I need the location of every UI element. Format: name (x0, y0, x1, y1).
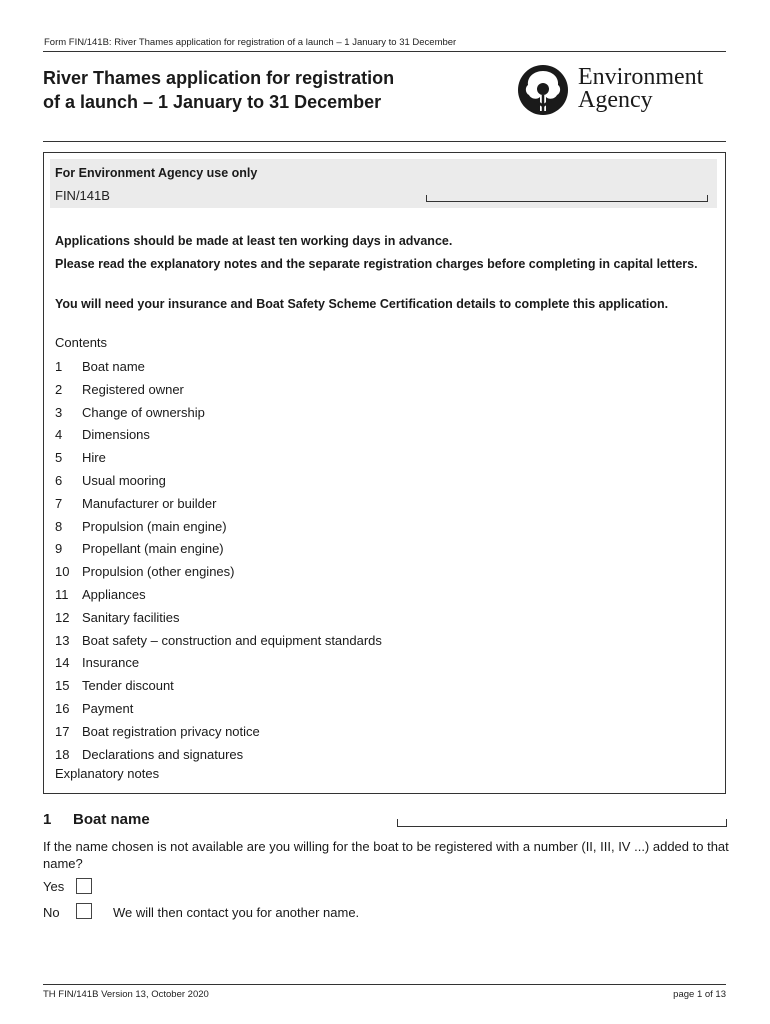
running-head: Form FIN/141B: River Thames application for registration of a launch – 1 January to 31 December (44, 37, 457, 48)
contents-item (55, 516, 695, 539)
no-checkbox[interactable] (76, 903, 92, 919)
contents-item (55, 470, 695, 493)
contents-item-number: 14 (55, 655, 70, 671)
logo-wordmark (578, 66, 703, 112)
note-read-explanatory: Please read the explanatory notes and the separate registration charges before completing in capital letters. (55, 257, 698, 271)
contents-item-label: Propellant (main engine) (82, 541, 224, 557)
contents-item-label: Boat name (82, 359, 145, 374)
contents-item-label: Boat safety – construction and equipment standards (82, 632, 382, 648)
office-use-title: For Environment Agency use only (55, 166, 258, 180)
contents-item-number: 15 (55, 678, 70, 694)
name-availability-question: If the name chosen is not available are you willing for the boat to be registered with a number (II, III, IV ...) added to that name? (43, 839, 729, 871)
boat-name-field[interactable] (397, 819, 727, 827)
contents-explanatory-notes: Explanatory notes (55, 766, 160, 781)
contents-item-number: 1 (55, 359, 63, 374)
contents-item-label: Hire (82, 450, 106, 466)
contents-item-label: Manufacturer or builder (82, 495, 217, 511)
contents-list (55, 356, 695, 766)
footer-divider (43, 984, 726, 985)
page-title (43, 66, 423, 114)
contents-item (55, 402, 695, 425)
contents-item-label: Propulsion (other engines) (82, 564, 235, 580)
contents-item-number: 18 (55, 746, 70, 762)
section-number: 1 (43, 811, 52, 828)
contents-item (55, 561, 695, 584)
contents-item-label: Propulsion (main engine) (82, 518, 227, 534)
contents-item-label: Insurance (82, 655, 140, 671)
contents-item (55, 584, 695, 607)
contents-item-label: Dimensions (82, 427, 150, 443)
contents-item-number: 10 (55, 564, 70, 580)
contents-item-label: Appliances (82, 586, 146, 602)
contents-item (55, 379, 695, 402)
contents-item (55, 538, 695, 561)
contents-item-label: Usual mooring (82, 472, 166, 488)
page-title-line-1: River Thames application for registration (43, 68, 395, 88)
yes-checkbox[interactable] (76, 878, 92, 894)
tree-icon (518, 65, 568, 115)
contents-item-label: Declarations and signatures (82, 746, 244, 762)
title-divider (43, 141, 726, 142)
contents-item-number: 12 (55, 609, 70, 625)
contents-item-number: 4 (55, 427, 63, 443)
contents-item (55, 652, 695, 675)
contents-item (55, 630, 695, 653)
contents-item (55, 356, 695, 379)
contents-item-number: 8 (55, 518, 63, 534)
header-divider (43, 51, 726, 52)
contents-item (55, 675, 695, 698)
contents-item-label: Payment (82, 700, 134, 716)
contents-item (55, 744, 695, 767)
no-label: No (43, 905, 60, 920)
contents-item-number: 7 (55, 495, 63, 511)
contents-item-number: 2 (55, 381, 63, 397)
contents-item (55, 607, 695, 630)
contents-item-label: Boat registration privacy notice (82, 723, 260, 739)
office-use-field[interactable] (426, 195, 708, 202)
office-use-code: FIN/141B (55, 188, 110, 203)
contents-item-label: Change of ownership (82, 404, 205, 420)
contents-heading: Contents (55, 335, 108, 350)
footer-version: TH FIN/141B Version 13, October 2020 (43, 989, 209, 1000)
contents-item-number: 16 (55, 700, 70, 716)
contents-item-number: 13 (55, 632, 70, 648)
contents-item-number: 5 (55, 450, 63, 466)
contents-item (55, 721, 695, 744)
contents-item (55, 698, 695, 721)
contents-item-number: 3 (55, 404, 63, 420)
section-title: Boat name (73, 811, 150, 828)
contents-item-number: 6 (55, 472, 63, 488)
contents-item-number: 17 (55, 723, 70, 739)
contents-item (55, 424, 695, 447)
logo-line-2: Agency (578, 87, 653, 113)
contents-item (55, 447, 695, 470)
contents-item-label: Registered owner (82, 381, 184, 397)
no-option-note: We will then contact you for another name. (113, 905, 360, 920)
contents-item-label: Tender discount (82, 678, 174, 694)
contents-item-number: 11 (55, 586, 69, 602)
contents-item-number: 9 (55, 541, 63, 557)
page-number: page 1 of 13 (673, 989, 726, 1000)
note-advance-notice: Applications should be made at least ten working days in advance. (55, 234, 453, 248)
contents-item (55, 493, 695, 516)
logo-line-1: Environment (578, 64, 704, 90)
contents-item-label: Sanitary facilities (82, 609, 180, 625)
yes-label: Yes (43, 879, 65, 894)
page-title-line-2: of a launch – 1 January to 31 December (43, 92, 382, 112)
note-insurance-details: You will need your insurance and Boat Safety Scheme Certification details to complete this application. (55, 297, 669, 311)
